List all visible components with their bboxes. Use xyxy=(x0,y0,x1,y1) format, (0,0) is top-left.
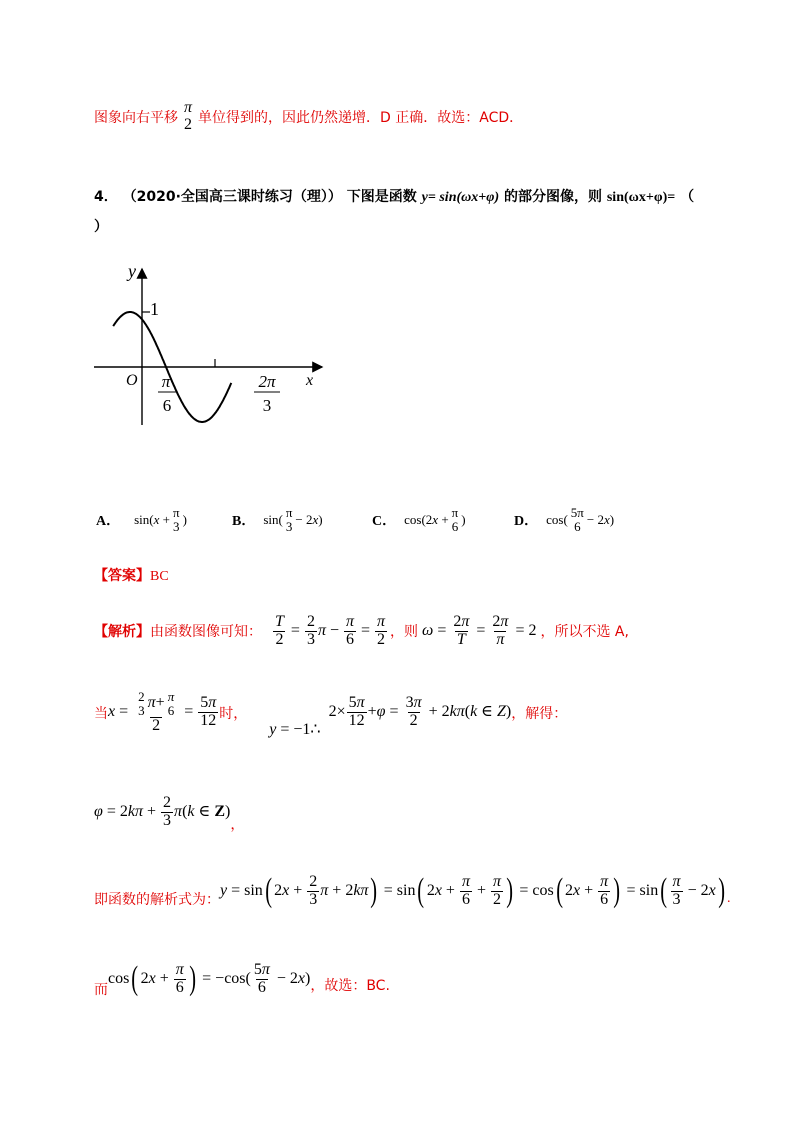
final-expression: cos( 2x + $\frac{\pi}{6}$ ) = −cos( $\frac{5\pi}{6}$ − 2x) xyxy=(108,960,311,998)
function-expression: y = sin( 2x + $\frac{2}{3}$ π + 2kπ) = sin( 2x + $\frac{\pi}{6}$ + $\frac{\pi}{2}$ ) = cos( 2x + $\frac{\pi}{6}$ ) = sin( $\frac{\pi}{3}$ − 2x) xyxy=(220,872,725,910)
y-equation: y = −1∴ xyxy=(269,720,321,738)
analysis-line-4: 即函数的解析式为： y = sin( 2x + $\frac{2}{3}$ π + 2kπ) = sin( 2x + $\frac{\pi}{6}$ + $\frac{\pi}{2}$ ) = cos( 2x + $\frac{\pi}{6}$ ) = sin( $\frac{\pi}{3}$ − 2x) . xyxy=(94,872,731,910)
answer-value: BC xyxy=(150,569,169,584)
analysis-line-3: φ = 2kπ + $\frac{2}{3}$ π(k ∈ Z) ， xyxy=(94,794,245,834)
tick1-num: π xyxy=(161,372,171,391)
fraction-pi-over-2: π 2 xyxy=(184,99,193,133)
intro-line xyxy=(94,100,523,134)
analysis-line-5: 而 cos( 2x + $\frac{\pi}{6}$ ) = −cos( $\frac{5\pi}{6}$ − 2x) ，故选：BC. xyxy=(94,960,390,999)
tick2-num: 2π xyxy=(258,372,276,391)
option-d: D． cos( 5π 6 − 2x) xyxy=(514,505,615,534)
sine-graph xyxy=(90,255,340,435)
phi-result: φ = 2kπ + $\frac{2}{3}$ π(k ∈ Z) xyxy=(94,794,231,829)
question-paren-close: ） xyxy=(94,219,108,235)
answer-label: 【答案】 xyxy=(94,568,150,584)
option-a-letter: A． xyxy=(96,513,121,529)
y-axis-label: y xyxy=(128,261,136,281)
question-text-b: 的部分图像，则 xyxy=(503,189,602,205)
x-axis-label: x xyxy=(306,372,314,389)
answer-line xyxy=(94,565,169,585)
question-source: （2020·全国高三课时练习（理）） xyxy=(122,189,342,205)
analysis-intro: 由函数图像可知： xyxy=(150,624,262,641)
option-d-letter: D． xyxy=(514,513,539,529)
option-c: C． cos(2x + π 6 ) xyxy=(372,505,466,534)
analysis-line-2: 当 x = 2 3 π + π 6 2 = $\frac{5\pi}{12}$ 时， y = −1∴ 2× $\frac{5\pi}{12}$ +φ = $\frac{3\pi}{2}$ + 2kπ(k ∈ Z) ，解得： xyxy=(94,689,568,738)
question-number: 4． xyxy=(94,189,118,205)
option-c-letter: C． xyxy=(372,513,397,529)
phi-equation: 2× $\frac{5\pi}{12}$ +φ = $\frac{3\pi}{2}$ + 2kπ(k ∈ Z) xyxy=(328,694,512,730)
analysis-line-1: 【解析】 由函数图像可知： $\frac{T}{2}$ = $\frac{2}{3}$ π − $\frac{\pi}{6}$ = $\frac{\pi}{2}$ ，则 ω = $\frac{2\pi}{T}$ = $\frac{2\pi}{\pi}$ = 2 ，所以不选 A, xyxy=(94,613,629,648)
option-a: A． sin(x + π 3 ) xyxy=(96,505,187,534)
origin-label: O xyxy=(126,372,138,389)
intro-suffix: 单位得到的，因此仍然递增．D 正确．故选：ACD． xyxy=(198,109,524,126)
option-b: B． sin( π 3 − 2x) xyxy=(232,505,323,534)
y-one-label: 1 xyxy=(150,299,159,319)
question-paren-open: （ xyxy=(680,189,695,205)
tick2-den: 3 xyxy=(262,396,272,415)
omega-equation: ω = $\frac{2\pi}{T}$ = $\frac{2\pi}{\pi}$ = 2 xyxy=(422,613,537,648)
period-equation: $\frac{T}{2}$ = $\frac{2}{3}$ π − $\frac{\pi}{6}$ = $\frac{\pi}{2}$ xyxy=(275,613,386,648)
question-text-a: 下图是函数 xyxy=(346,189,417,205)
x-equation: x = 2 3 π + π 6 2 = $\frac{5\pi}{12}$ xyxy=(108,689,217,735)
tick1-den: 6 xyxy=(162,396,172,415)
question-line xyxy=(94,186,694,206)
analysis-label: 【解析】 xyxy=(94,624,150,641)
intro-prefix: 图象向右平移 xyxy=(94,109,178,126)
question-ask: sin(ωx+φ)= xyxy=(606,190,676,205)
question-func: y= sin(ωx+φ) xyxy=(421,190,500,205)
option-b-letter: B． xyxy=(232,513,256,529)
